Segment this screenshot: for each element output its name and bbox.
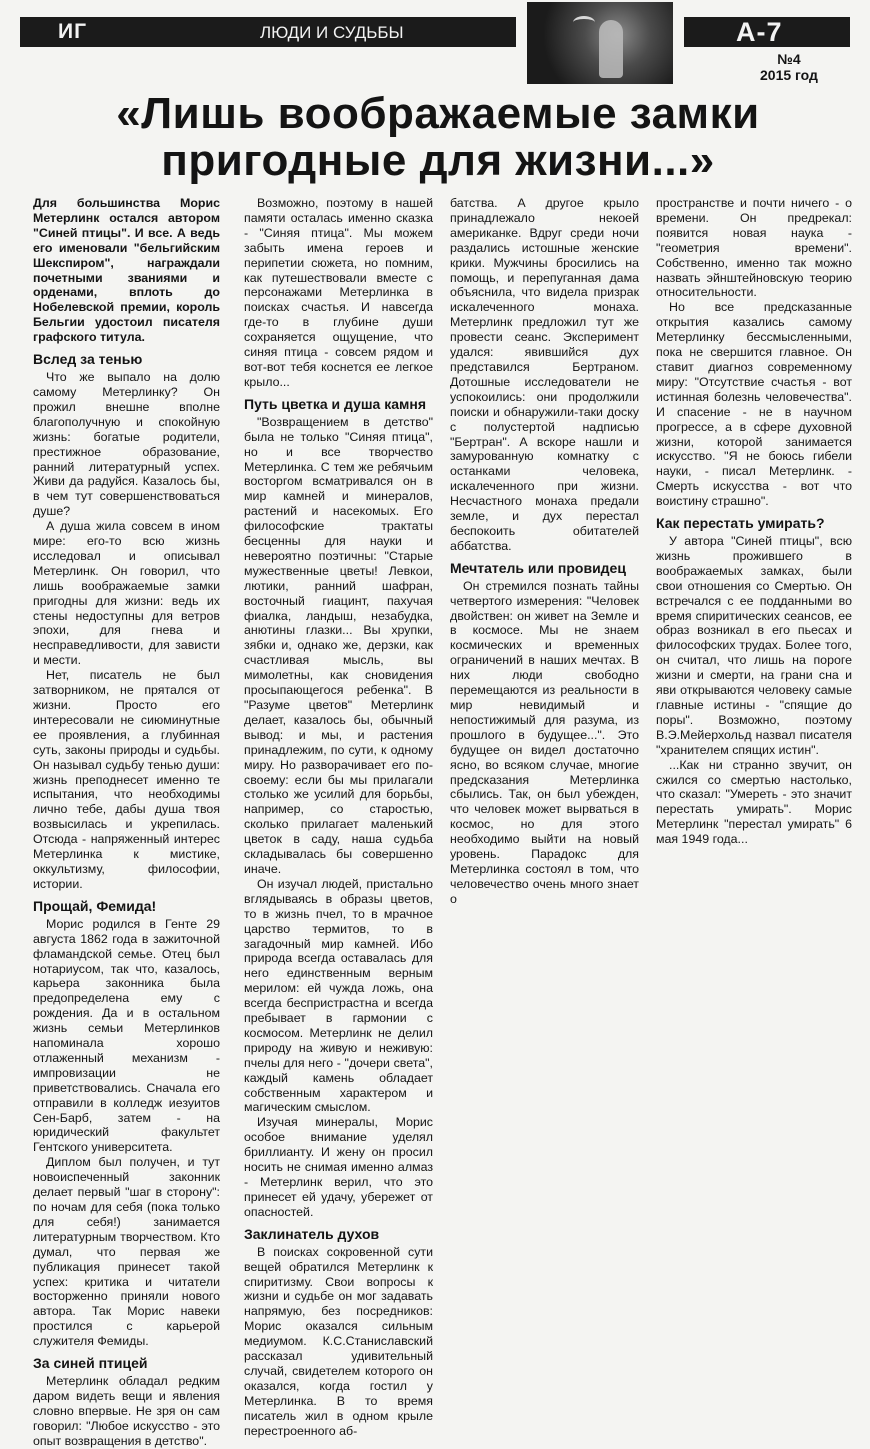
- headline: «Лишь воображаемые замки пригодные для жизни...»: [116, 89, 760, 185]
- paragraph: Он стремился познать тайны четвертого измерения: "Человек двойствен: он живет на Земле и в космосе. Мы не знаем космических и временных ограничений в наших мечтах. В них люди свободно перемещаются из реальности в мир невидимый и непостижимый для разума, из прошлого в будущее...". Это будущее он видел достаточно ясно, во всяком случае, многие предсказания Метерлинка сбылись. Так, он был убежден, что человек может вырваться в космос, но для этого необходимо выйти на новый уровень. Парадокс для Метерлинка состоял в том, что человечество очень много знает о: [450, 578, 639, 906]
- issue-info: [760, 51, 818, 83]
- paragraph: Нет, писатель не был затворником, не прятался от жизни. Просто его интересовали не сиюминутные ее проявления, а глубинная суть, законы природы и судьбы. Он называл судьбу тенью души: жизнь преподнесет именно те испытания, что необходимы лично тебе, дабы душа твоя возвысилась и укрепилась. Отсюда - напряженный интерес Метерлинка к мистике, оккультизму, философии, истории.: [33, 668, 220, 891]
- publication-short-name: ИГ: [58, 20, 87, 43]
- subheading-dreamer: Мечтатель или провидец: [450, 559, 626, 576]
- paragraph: У автора "Синей птицы", всю жизнь прожившего в воображаемых замках, были свои отношения со Смертью. Он встречался с ее подданными во время спиритических сеансов, ее образ возникал в его пьесах и философских трудах. Более того, он считал, что лишь на пороге жизни и смерти, на грани сна и яви открываются человеку самые главные истины - "спящие до поры". Возможно, поэтому В.Э.Мейерхольд назвал писателя "хранителем спящих истин".: [656, 534, 852, 757]
- paragraph: Диплом был получен, и тут новоиспеченный законник делает первый "шаг в сторону": по ночам для себя (пока только для себя!) занимается литературным творчеством. Кто думал, что первая же публикация принесет такой успех: критика и читатели восторженно приняли нового автора. Так Морис навеки простился с карьерой служителя Фемиды.: [33, 1155, 220, 1349]
- column-4: [656, 196, 852, 847]
- paragraph: Но все предсказанные открытия казались самому Метерлинку бессмысленными, пока не свершится главное. Он ставит диагноз современному миру: "Отсутствие счастья - вот истинная болезнь человечества". И спасение - не в научном прогрессе, а в сфере духовной жизни, которой занимается искусство. "Я не боюсь гибели науки, - писал Метерлинк. - Смерть искусства - вот что воистину страшно".: [656, 300, 852, 509]
- ghost-figure: [599, 20, 623, 78]
- issue-year: 2015 год: [760, 67, 818, 83]
- paragraph: В поисках сокровенной сути вещей обратился Метерлинк к спиритизму. Свои вопросы к жизни и судьбе он мог задавать напрямую, без посредников: Морис оказался сильным медиумом. К.С.Станиславский рассказал удивительный случай, свидетелем которого он оказался, когда гостил у Метерлинка. В то время писатель жил в одном крыле перестроенного аб-: [244, 1244, 433, 1438]
- subheading-blue-bird: За синей птицей: [33, 1355, 148, 1372]
- section-title: ЛЮДИ И СУДЬБЫ: [260, 23, 404, 42]
- column-1: [33, 196, 220, 1449]
- subheading-spirit-caller: Заклинатель духов: [244, 1225, 380, 1242]
- page-number: А-7: [736, 17, 783, 47]
- paragraph: пространстве и почти ничего - о времени. Он предрекал: появится новая наука - "геометрия времени". Собственно, именно так можно назвать эйнштейновскую теорию относительности.: [656, 196, 852, 300]
- subheading-stop-dying: Как перестать умирать?: [656, 515, 825, 532]
- paragraph: Что же выпало на долю самому Метерлинку? Он прожил внешне вполне благополучную и спокойную жизнь: богатые родители, престижное образование, ранний литературный успех. Живи да радуйся. Казалось бы, в чем тут совершенствоваться душе?: [33, 370, 220, 519]
- paragraph: батства. А другое крыло принадлежало некоей американке. Вдруг среди ночи раздались истошные женские крики. Мужчины бросились на помощь, и перепуганная дама объяснила, что видела призрак искалеченного монаха. Метерлинк предложил тут же провести сеанс. Эксперимент удался: явившийся дух представился Бертраном. Дотошные исследователи не успокоились: они продолжили поиски и обнаружили-таки доску с полустертой надписью "Бертран". А вскоре нашли и замурованную комнатку с останками человека, искалеченного при жизни. Несчастного монаха предали земле, и дух перестал беспокоить обитателей аббатства.: [450, 196, 639, 553]
- paragraph: Возможно, поэтому в нашей памяти осталась именно сказка - "Синяя птица". Мы можем забыть имена героев и перипетии сюжета, но помним, как путешествовали вместе с персонажами Метерлинка в поисках счастья. И навсегда где-то в глубине души сохраняется ощущение, что синяя птица - совсем рядом и вот-вот тебя коснется ее легкое крыло...: [244, 196, 433, 389]
- lead-paragraph: Для большинства Морис Метерлинк остался автором "Синей птицы". И все. А ведь его именовали "бельгийским Шекспиром", награждали почетными званиями и орденами, вплоть до Нобелевской премии, король Бельгии удостоил писателя графского титула.: [33, 196, 220, 345]
- header-photo: [527, 2, 673, 84]
- issue-number: №4: [777, 51, 801, 67]
- paragraph: Он изучал людей, пристально вглядываясь в образы цветов, то в жизнь пчел, то в мрачное царство термитов, то в загадочный мир камней. Ибо природа всегда оставалась для него единственным верным мерилом: ей чужда ложь, она всегда беспристрастна и всегда пребывает в гармонии с космосом. Метерлинк не делил природу на живую и неживую: пчелы для него - "дочери света", каждый камень обладает собственным характером и магическим смыслом.: [244, 876, 433, 1115]
- column-3: [450, 196, 639, 907]
- paragraph: "Возвращением в детство" была не только "Синяя птица", но и все творчество Метерлинка. С тем же ребячьим восторгом всматривался он в мир камней и минералов, растений и насекомых. Его философские трактаты бесценны для науки и невероятно поэтичны: "Старые мужественные цветы! Левкои, лютики, ранний шафран, восточный гиацинт, пахучая фиалка, ландыш, незабудка, анютины глазки... Вы хрупки, зябки и, однако же, дерзки, как счастливая мысль, вы мимолетны, как сновидения просыпающегося ребенка". В "Разуме цветов" Метерлинк делает, казалось бы, обычный вывод: и мы, и растения принадлежим, по сути, к одному миру. Но разворачивает его по-своему: если бы мы прилагали столько же усилий для борьбы, например, со старостью, сколько прилагает маленький цветок в саду, наша судьба складывалась бы совершенно иначе.: [244, 414, 433, 876]
- header-left-bar: [20, 17, 516, 47]
- paragraph: ...Как ни странно звучит, он сжился со смертью настолько, что сказал: "Умереть - это значит перестать умирать". Морис Метерлинк "перестал умирать" 6 мая 1949 года...: [656, 757, 852, 847]
- column-2: [244, 196, 433, 1439]
- subheading-shadow: Вслед за тенью: [33, 351, 143, 368]
- subheading-flower-stone: Путь цветка и душа камня: [244, 395, 426, 412]
- paragraph: А душа жила совсем в ином мире: его-то всю жизнь исследовал и описывал Метерлинк. Он говорил, что лишь воображаемые замки пригодны для жизни: ведь их стены недоступны для ветров эпохи, для гнева и несправедливости, для зависти и мести.: [33, 519, 220, 668]
- bird-figure: [573, 16, 595, 29]
- subheading-themis: Прощай, Фемида!: [33, 897, 157, 914]
- paragraph: Изучая минералы, Морис особое внимание уделял бриллианту. И жену он просил носить не снимая именно алмаз - Метерлинк верил, что это принесет ей удачу, убережет от опасностей.: [244, 1115, 433, 1219]
- paragraph: Морис родился в Генте 29 августа 1862 года в зажиточной фламандской семье. Отец был нотариусом, так что, казалось, карьера законника была предопределена ему с рождения. Да и в остальном жизнь семьи Метерлинков напоминала хорошо отлаженный механизм - импровизации не приветствовались. Сначала его отправили в колледж иезуитов Сен-Барб, затем - на юридический факультет Гентского университета.: [33, 916, 220, 1155]
- paragraph: Метерлинк обладал редким даром видеть вещи и явления словно впервые. Не зря он сам говорил: "Любое искусство - это опыт возвращения в детство".: [33, 1374, 220, 1448]
- header-right-bar: [684, 17, 850, 47]
